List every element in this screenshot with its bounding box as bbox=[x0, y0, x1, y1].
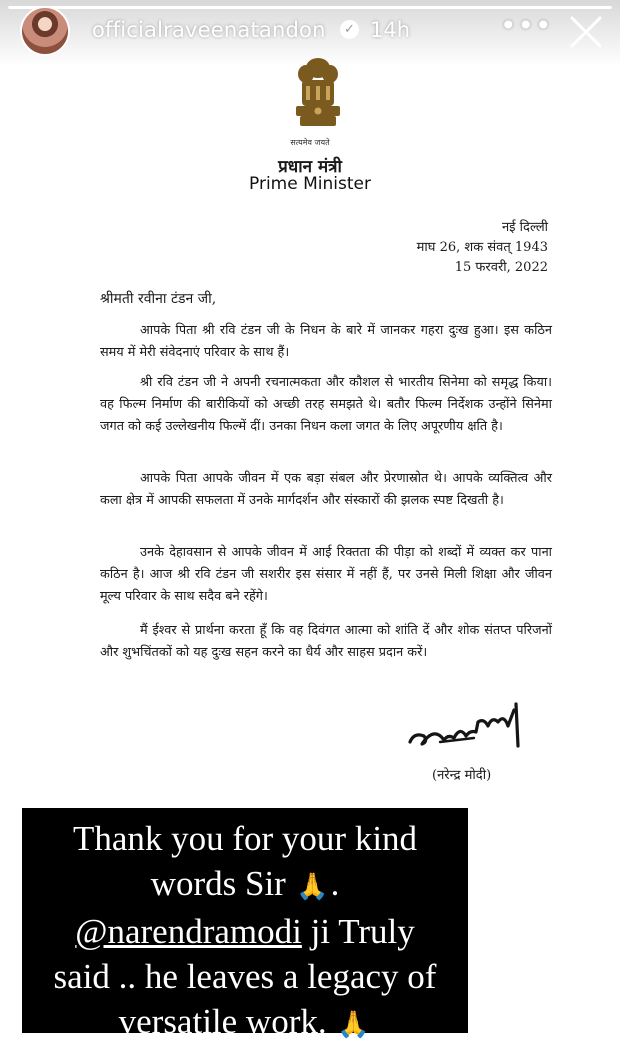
caption-text: versatile work. bbox=[118, 1002, 327, 1041]
caption-line: Thank you for your kind bbox=[72, 819, 418, 858]
praying-hands-icon: 🙏 bbox=[337, 1010, 370, 1039]
close-icon[interactable] bbox=[566, 12, 606, 52]
caption-line: said .. he leaves a legacy of bbox=[53, 957, 437, 996]
letter-date-saka: माघ 26, शक संवत् 1943 bbox=[416, 240, 548, 255]
verified-badge-icon: ✓ bbox=[340, 20, 359, 39]
state-emblem-icon bbox=[288, 52, 348, 132]
caption-text: ji Truly bbox=[301, 912, 415, 951]
office-title-hindi: प्रधान मंत्री bbox=[278, 157, 342, 177]
letter-place: नई दिल्ली bbox=[501, 220, 548, 235]
mention-link[interactable]: @narendramodi bbox=[75, 912, 302, 951]
office-title-english: Prime Minister bbox=[249, 174, 371, 194]
letter-salutation: श्रीमती रवीना टंडन जी, bbox=[100, 291, 217, 307]
letter-date: 15 फरवरी, 2022 bbox=[454, 260, 548, 275]
story-caption bbox=[22, 808, 468, 1041]
letter-paragraph: उनके देहावसान से आपके जीवन में आई रिक्तता की पीड़ा को शब्दों में व्यक्त कर पाना कठिन है। आज श्री रवि टंडन जी सशरीर इस संसार में नहीं हैं, पर उनसे मिली शिक्षा और जीवन मूल्य परिवार के साथ सदैव बने रहेंगे। bbox=[100, 545, 552, 604]
letter-paragraph: आपके पिता श्री रवि टंडन जी के निधन के बारे में जानकर गहरा दुःख हुआ। इस कठिन समय में मेरी संवेदनाएं परिवार के साथ हैं। bbox=[100, 323, 552, 360]
handwritten-signature bbox=[404, 696, 534, 758]
more-options-icon[interactable]: ••• bbox=[500, 9, 553, 42]
place-and-date bbox=[417, 218, 548, 278]
caption-line-with-emoji: words Sir 🙏. bbox=[22, 861, 468, 909]
signatory-name: (नरेन्द्र मोदी) bbox=[432, 768, 492, 783]
letter-paragraph: मैं ईश्वर से प्रार्थना करता हूँ कि वह दिवंगत आत्मा को शांति दें और शोक संतप्त परिजनों और शुभचिंतकों को यह दुःख सहन करने का धैर्य और साहस प्रदान करें। bbox=[100, 623, 552, 660]
avatar[interactable] bbox=[20, 6, 70, 56]
caption-line-with-mention bbox=[22, 909, 468, 954]
caption-line-with-emoji bbox=[22, 999, 468, 1047]
letter-paragraph: आपके पिता आपके जीवन में एक बड़ा संबल और प्रेरणास्रोत थे। आपके व्यक्तित्व और कला क्षेत्र में आपकी सफलता में उनके मार्गदर्शन और संस्कारों की झलक स्पष्ट दिखती है। bbox=[100, 471, 552, 508]
letter-paragraph: श्री रवि टंडन जी ने अपनी रचनात्मकता और कौशल से भारतीय सिनेमा को समृद्ध किया। वह फिल्म निर्माण की बारीकियों को अच्छी तरह समझते थे। बतौर फिल्म निर्देशक उन्होंने सिनेमा जगत को कई उल्लेखनीय फिल्में दीं। उनका निधन कला जगत के लिए अपूरणीय क्षति है। bbox=[100, 375, 552, 434]
praying-hands-icon: 🙏 bbox=[296, 872, 329, 901]
emblem-motto: सत्यमेव जयते bbox=[290, 138, 330, 147]
story-timestamp: 14h bbox=[370, 18, 411, 42]
username[interactable]: officialraveenatandon bbox=[92, 18, 326, 42]
caption-text: words Sir bbox=[150, 864, 286, 903]
